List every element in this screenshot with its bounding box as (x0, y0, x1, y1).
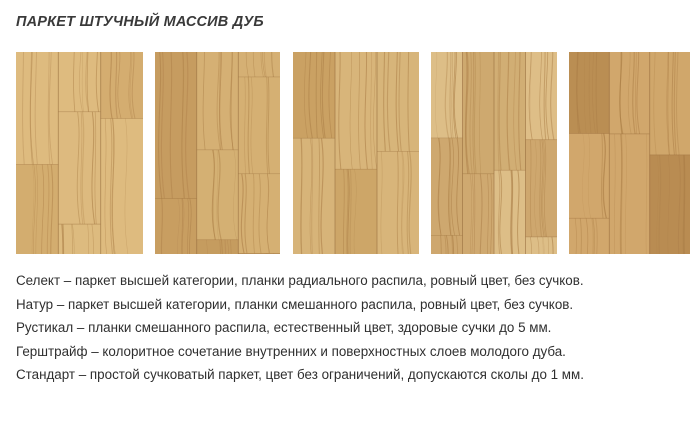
sample-select (16, 52, 143, 254)
wood-texture (16, 52, 143, 254)
grade-descriptions (16, 269, 696, 387)
sample-rustikal (293, 52, 419, 254)
description-line: Стандарт – простой сучковатый паркет, цвет без ограничений, допускаются сколы до 1 мм. (16, 367, 584, 383)
description-line: Натур – паркет высшей категории, планки смешанного распила, ровный цвет, без сучков. (16, 296, 574, 312)
description-line: Герштрайф – колоритное сочетание внутренних и поверхностных слоев молодого дуба. (16, 343, 566, 359)
description-line: Селект – паркет высшей категории, планки радиального распила, ровный цвет, без сучков. (16, 273, 584, 288)
sample-gershtraif (431, 52, 557, 254)
sample-standart (569, 52, 690, 254)
wood-samples-row (0, 52, 699, 254)
wood-texture (431, 52, 557, 254)
page-title: ПАРКЕТ ШТУЧНЫЙ МАССИВ ДУБ (16, 14, 264, 30)
sample-natur (155, 52, 280, 254)
wood-texture (569, 52, 690, 254)
wood-texture (293, 52, 419, 254)
description-line: Рустикал – планки смешанного распила, естественный цвет, здоровые сучки до 5 мм. (16, 320, 552, 336)
wood-texture (155, 52, 280, 254)
